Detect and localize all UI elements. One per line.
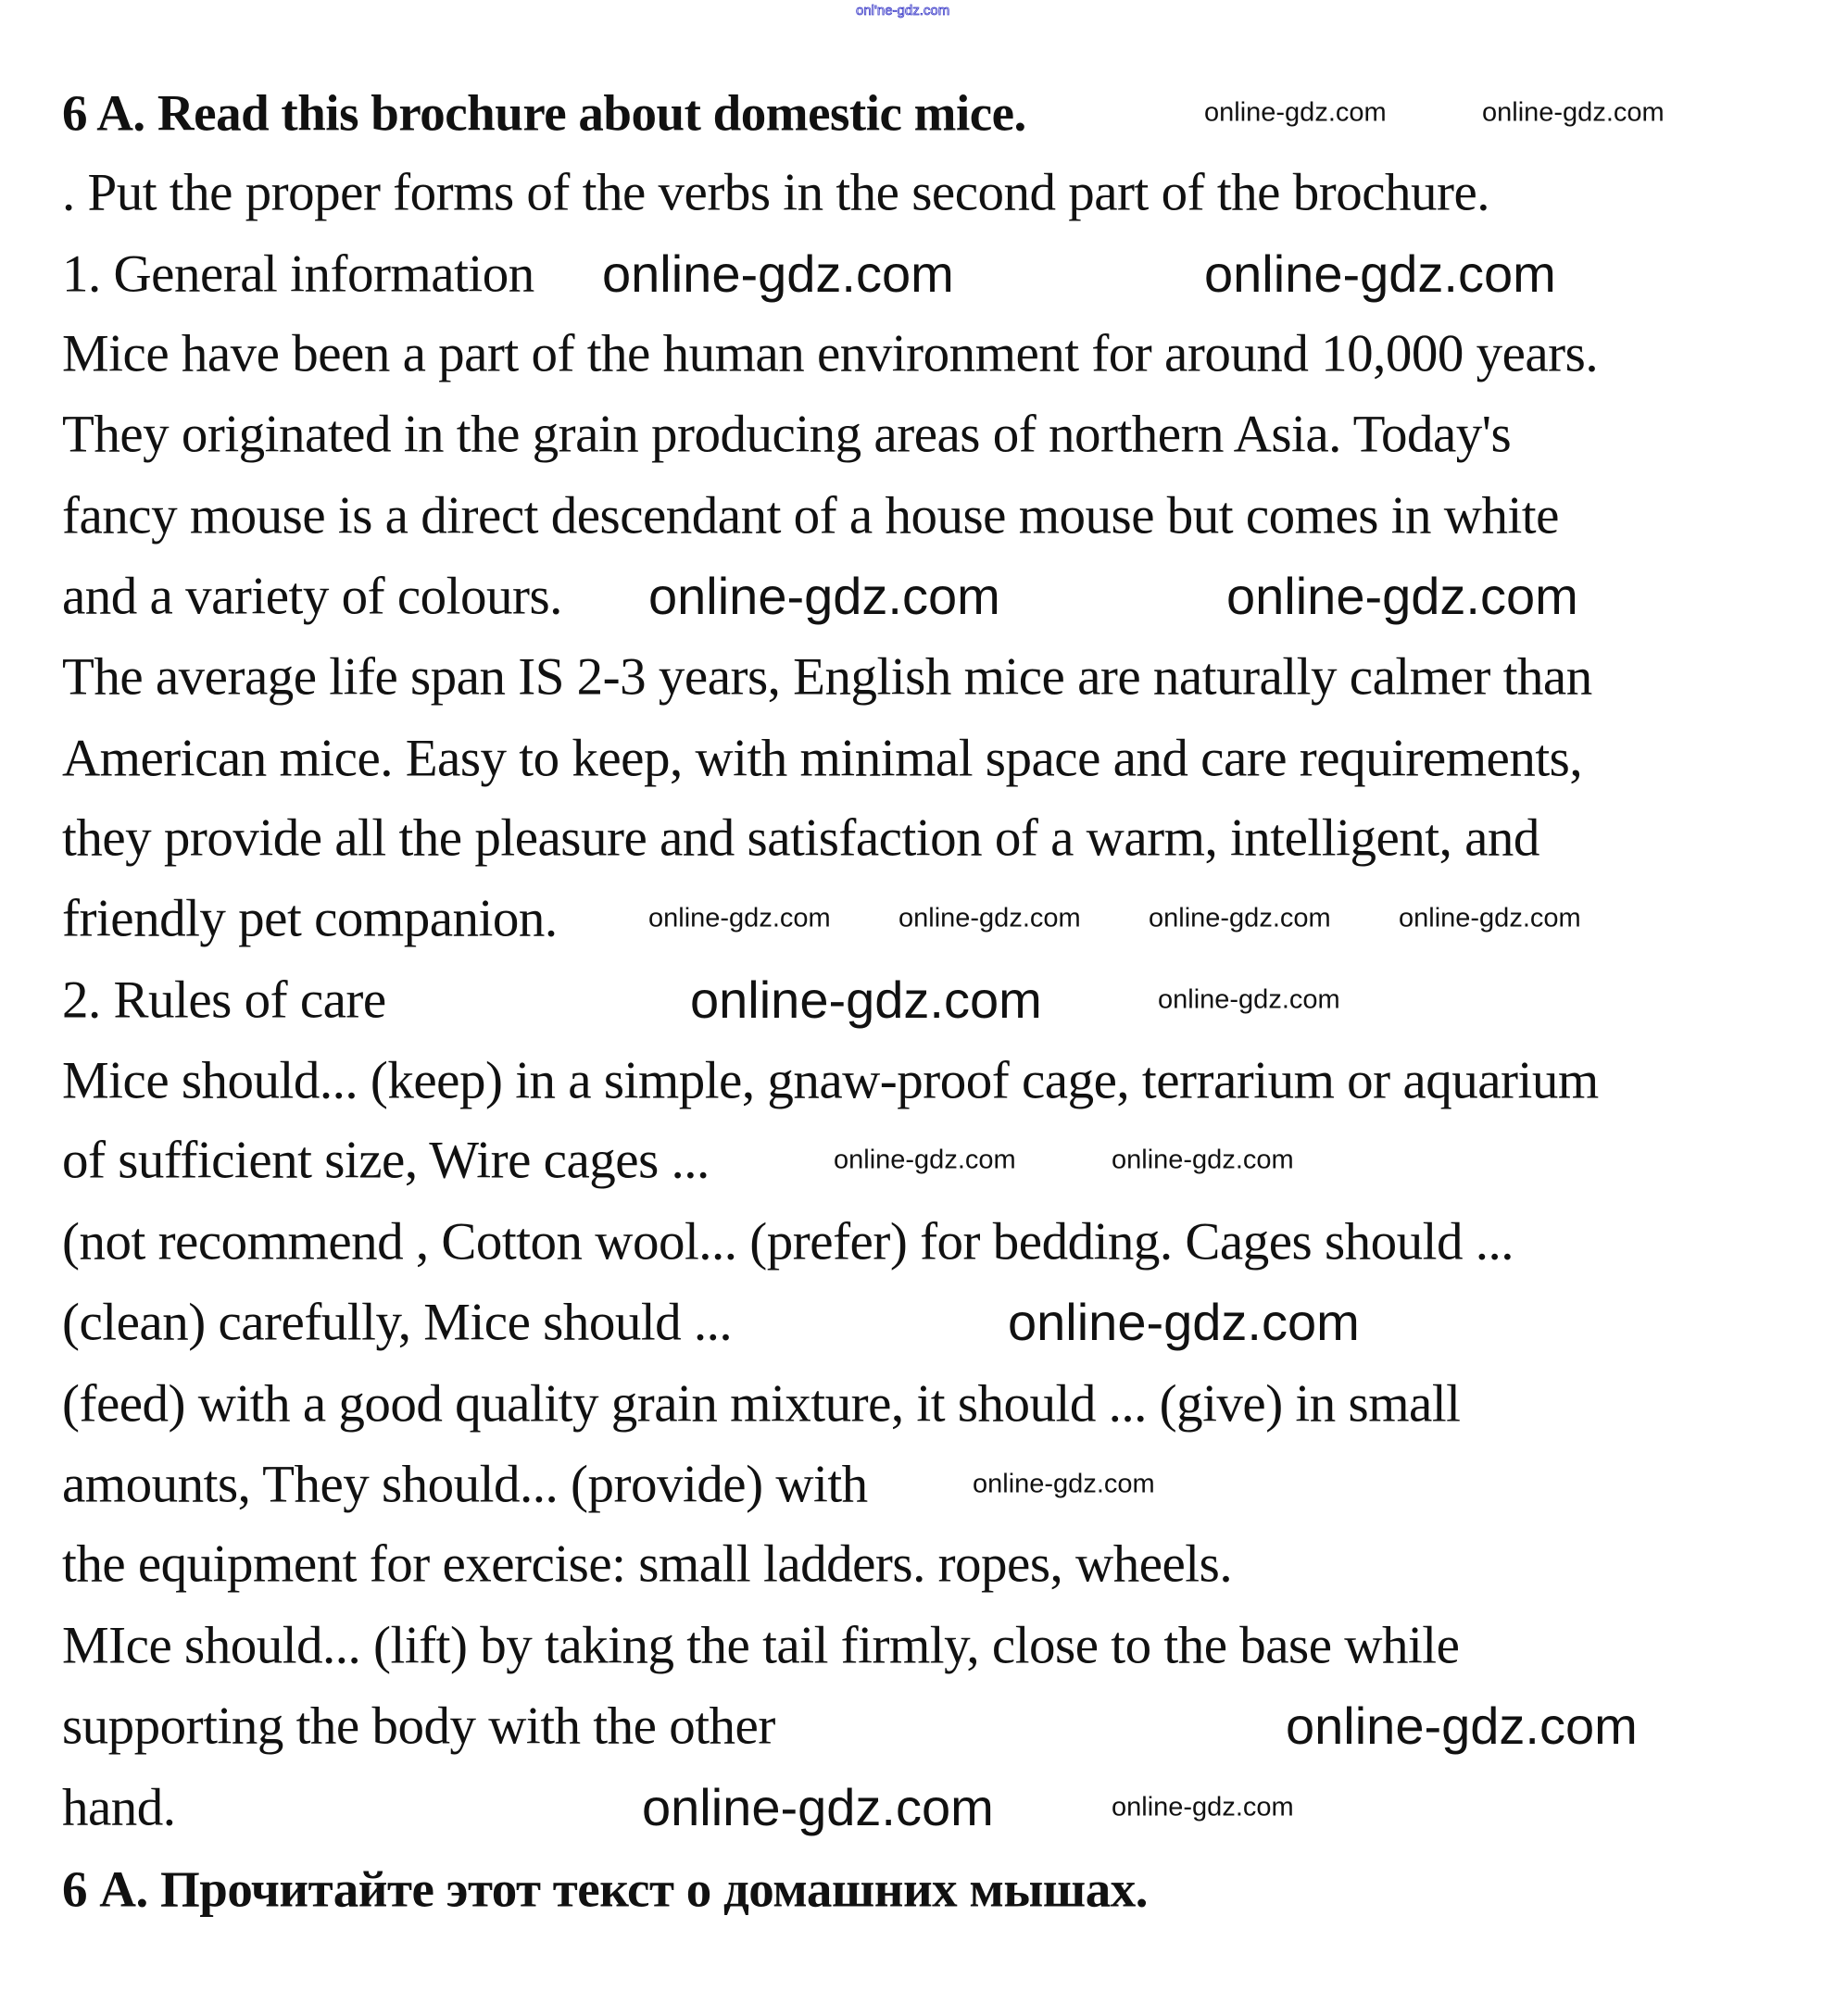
text-line: they provide all the pleasure and satisfaction of a warm, intelligent, and <box>62 808 1539 868</box>
text-line: hand. <box>62 1778 176 1837</box>
text-line: MIce should... (lift) by taking the tail firmly, close to the base while <box>62 1616 1460 1675</box>
text-line: American mice. Easy to keep, with minimal space and care requirements, <box>62 729 1583 788</box>
watermark: online-gdz.com <box>1008 1293 1360 1351</box>
text-line: amounts, They should... (provide) with <box>62 1455 868 1514</box>
section2-heading: 2. Rules of care <box>62 970 386 1030</box>
watermark: online-gdz.com <box>1482 97 1665 128</box>
watermark: online-gdz.com <box>1149 903 1331 933</box>
watermark: online-gdz.com <box>1112 1792 1294 1822</box>
text-line: Mice should... (keep) in a simple, gnaw-proof cage, terrarium or aquarium <box>62 1051 1599 1110</box>
text-line: (feed) with a good quality grain mixture, it should ... (give) in small <box>62 1374 1461 1434</box>
watermark: online-gdz.com <box>834 1145 1016 1175</box>
watermark: online-gdz.com <box>1112 1145 1294 1175</box>
watermark: online-gdz.com <box>648 567 1000 625</box>
watermark: online-gdz.com <box>1286 1697 1638 1755</box>
watermark: online-gdz.com <box>648 903 831 933</box>
watermark: online-gdz.com <box>1158 984 1340 1015</box>
header-watermark: onl'ne-gdz.com <box>856 3 950 19</box>
text-line: supporting the body with the other <box>62 1697 775 1756</box>
watermark: online-gdz.com <box>1226 567 1578 625</box>
watermark: online-gdz.com <box>1399 903 1581 933</box>
text-line: fancy mouse is a direct descendant of a house mouse but comes in white <box>62 486 1559 545</box>
instruction: . Put the proper forms of the verbs in the second part of the brochure. <box>62 163 1490 222</box>
exercise-title: 6 A. Read this brochure about domestic mice. <box>62 84 1026 142</box>
text-line: Mice have been a part of the human environment for around 10,000 years. <box>62 324 1599 383</box>
watermark: online-gdz.com <box>973 1469 1155 1499</box>
section1-heading: 1. General information <box>62 244 534 304</box>
text-line: The average life span IS 2-3 years, English mice are naturally calmer than <box>62 647 1592 707</box>
watermark: online-gdz.com <box>642 1778 994 1836</box>
russian-title: 6 А. Прочитайте этот текст о домашних мышах. <box>62 1860 1148 1918</box>
text-line: (clean) carefully, Mice should ... <box>62 1293 733 1352</box>
watermark: online-gdz.com <box>690 970 1042 1029</box>
watermark: online-gdz.com <box>1204 97 1387 128</box>
text-line: (not recommend , Cotton wool... (prefer) for bedding. Cages should ... <box>62 1212 1514 1271</box>
watermark: online-gdz.com <box>1204 244 1556 303</box>
watermark: online-gdz.com <box>898 903 1081 933</box>
text-line: of sufficient size, Wire cages ... <box>62 1131 710 1190</box>
text-line: the equipment for exercise: small ladders. ropes, wheels. <box>62 1534 1233 1594</box>
text-line: They originated in the grain producing areas of northern Asia. Today's <box>62 405 1512 464</box>
watermark: online-gdz.com <box>602 244 954 303</box>
text-line: and a variety of colours. <box>62 567 562 626</box>
text-line: friendly pet companion. <box>62 889 558 948</box>
